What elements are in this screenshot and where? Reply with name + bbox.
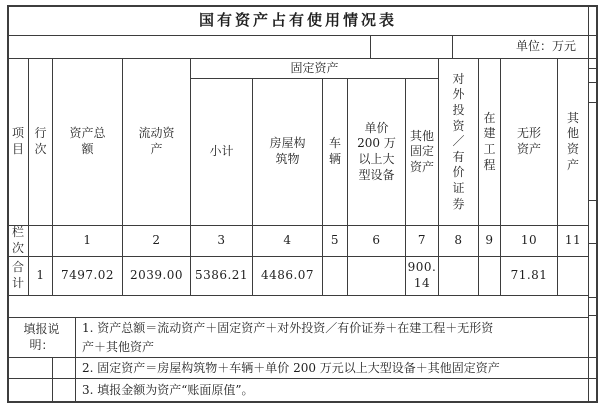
col-header-large-equipment: 单价 200 万 以上大 型设备 <box>347 78 406 226</box>
blank-row <box>7 295 589 318</box>
value-current-assets: 2039.00 <box>122 256 191 296</box>
grid-line <box>588 297 598 298</box>
grid-line <box>588 378 598 379</box>
col-header-construction-in-progress: 在建工程 <box>478 58 501 226</box>
col-header-buildings: 房屋构筑物 <box>252 78 323 226</box>
empty-cell <box>7 378 53 403</box>
column-index-8: 8 <box>438 225 479 257</box>
column-index-label: 栏次 <box>7 225 29 257</box>
column-index-7: 7 <box>405 225 439 257</box>
value-other-fixed-assets: 900.14 <box>405 256 439 296</box>
col-header-subtotal: 小计 <box>190 78 253 226</box>
grid-line <box>588 315 598 316</box>
column-index-1: 1 <box>52 225 123 257</box>
note-2: 2. 固定资产＝房屋构筑物＋车辆＋单价 200 万元以上大型设备＋其他固定资产 <box>75 357 589 379</box>
value-external-investment <box>438 256 479 296</box>
grid-line <box>588 200 598 201</box>
col-header-line-no: 行次 <box>28 58 53 226</box>
grid-line <box>588 35 598 36</box>
column-index-6: 6 <box>347 225 406 257</box>
empty-cell <box>7 357 53 379</box>
grid-line <box>588 68 598 69</box>
unit-label: 单位：万元 <box>7 35 589 59</box>
column-index-10: 10 <box>500 225 558 257</box>
empty-cell <box>52 357 76 379</box>
empty-cell <box>52 378 76 403</box>
col-header-current-assets: 流动资产 <box>122 58 191 226</box>
column-index-3: 3 <box>190 225 253 257</box>
value-total-assets: 7497.02 <box>52 256 123 296</box>
note-1: 1. 资产总额＝流动资产＋固定资产＋对外投资／有价证券＋在建工程＋无形资产＋其他资产 <box>75 317 589 358</box>
col-group-fixed-assets: 固定资产 <box>190 58 439 79</box>
value-large-equipment <box>347 256 406 296</box>
col-header-other-assets: 其他资产 <box>557 58 589 226</box>
col-header-intangible-assets: 无形资产 <box>500 58 558 226</box>
value-intangible-assets: 71.81 <box>500 256 558 296</box>
empty-cell <box>28 225 53 257</box>
col-header-external-investment: 对外投资／有价证券 <box>438 58 479 226</box>
value-buildings: 4486.07 <box>252 256 323 296</box>
grid-line <box>588 357 598 358</box>
column-index-2: 2 <box>122 225 191 257</box>
column-index-4: 4 <box>252 225 323 257</box>
cutoff-strip-column <box>588 5 598 403</box>
value-subtotal: 5386.21 <box>190 256 253 296</box>
grid-line <box>370 35 371 59</box>
col-header-total-assets: 资产总额 <box>52 58 123 226</box>
column-index-11: 11 <box>557 225 589 257</box>
value-construction <box>478 256 501 296</box>
grid-line <box>588 243 598 244</box>
note-3: 3. 填报金额为资产“账面原值”。 <box>75 378 589 403</box>
total-line-no: 1 <box>28 256 53 296</box>
value-other-assets <box>557 256 589 296</box>
total-row-label: 合计 <box>7 256 29 296</box>
column-index-5: 5 <box>322 225 348 257</box>
grid-line <box>588 82 598 83</box>
col-header-vehicles: 车辆 <box>322 78 348 226</box>
value-vehicles <box>322 256 348 296</box>
grid-line <box>452 35 453 59</box>
col-header-other-fixed-assets: 其他固定资产 <box>405 78 439 226</box>
form-title: 国有资产占有使用情况表 <box>7 5 589 36</box>
notes-label: 填报说明： <box>7 317 76 358</box>
col-header-item: 项目 <box>7 58 29 226</box>
grid-line <box>588 102 598 103</box>
grid-line <box>588 58 598 59</box>
column-index-9: 9 <box>478 225 501 257</box>
